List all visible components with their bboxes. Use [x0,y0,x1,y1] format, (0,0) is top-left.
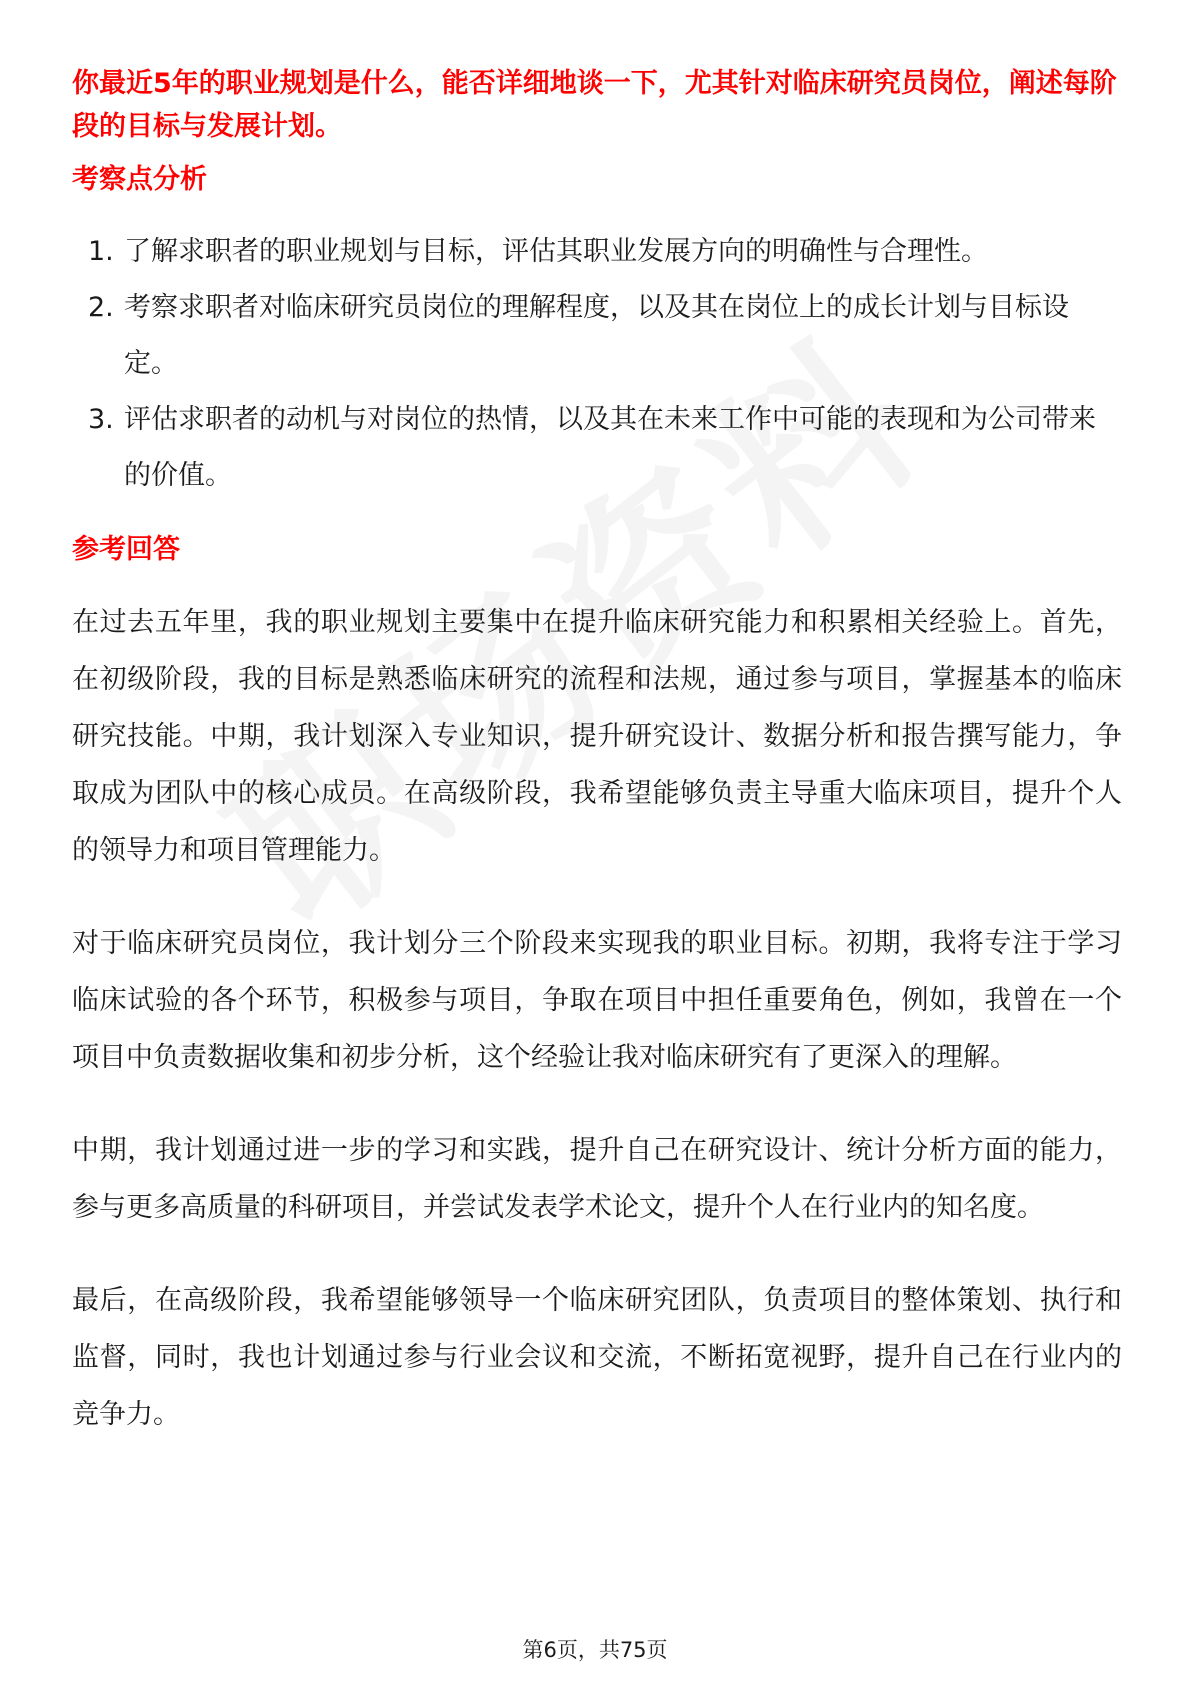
list-item [72,280,1122,392]
answer-paragraph: 对于临床研究员岗位，我计划分三个阶段来实现我的职业目标。初期，我将专注于学习临床试验的各个环节，积极参与项目，争取在项目中担任重要角色，例如，我曾在一个项目中负责数据收集和初步分析，这个经验让我对临床研究有了更深入的理解。 [72,928,1122,1073]
list-item-number: 2. [88,292,114,323]
page-content [72,62,1122,1443]
analysis-list [72,224,1122,504]
question-title: 你最近5年的职业规划是什么，能否详细地谈一下，尤其针对临床研究员岗位，阐述每阶段的目标与发展计划。 [72,68,1117,142]
list-item [72,224,1122,280]
list-item-number: 1. [88,236,114,267]
list-item-number: 3. [88,404,114,435]
page-number: 第6页，共75页 [522,1638,668,1662]
list-item-text: 了解求职者的职业规划与目标，评估其职业发展方向的明确性与合理性。 [124,236,988,267]
answer-paragraph: 中期，我计划通过进一步的学习和实践，提升自己在研究设计、统计分析方面的能力，参与更多高质量的科研项目，并尝试发表学术论文，提升个人在行业内的知名度。 [72,1135,1122,1223]
analysis-heading: 考察点分析 [72,164,207,195]
list-item-text: 评估求职者的动机与对岗位的热情，以及其在未来工作中可能的表现和为公司带来的价值。 [124,404,1096,491]
answer-heading: 参考回答 [72,534,180,565]
list-item [72,392,1122,504]
answer-paragraph: 在过去五年里，我的职业规划主要集中在提升临床研究能力和积累相关经验上。首先，在初级阶段，我的目标是熟悉临床研究的流程和法规，通过参与项目，掌握基本的临床研究技能。中期，我计划深入专业知识，提升研究设计、数据分析和报告撰写能力，争取成为团队中的核心成员。在高级阶段，我希望能够负责主导重大临床项目，提升个人的领导力和项目管理能力。 [72,607,1122,866]
list-item-text: 考察求职者对临床研究员岗位的理解程度，以及其在岗位上的成长计划与目标设定。 [124,292,1069,379]
answer-paragraph: 最后，在高级阶段，我希望能够领导一个临床研究团队，负责项目的整体策划、执行和监督，同时，我也计划通过参与行业会议和交流，不断拓宽视野，提升自己在行业内的竞争力。 [72,1285,1122,1430]
